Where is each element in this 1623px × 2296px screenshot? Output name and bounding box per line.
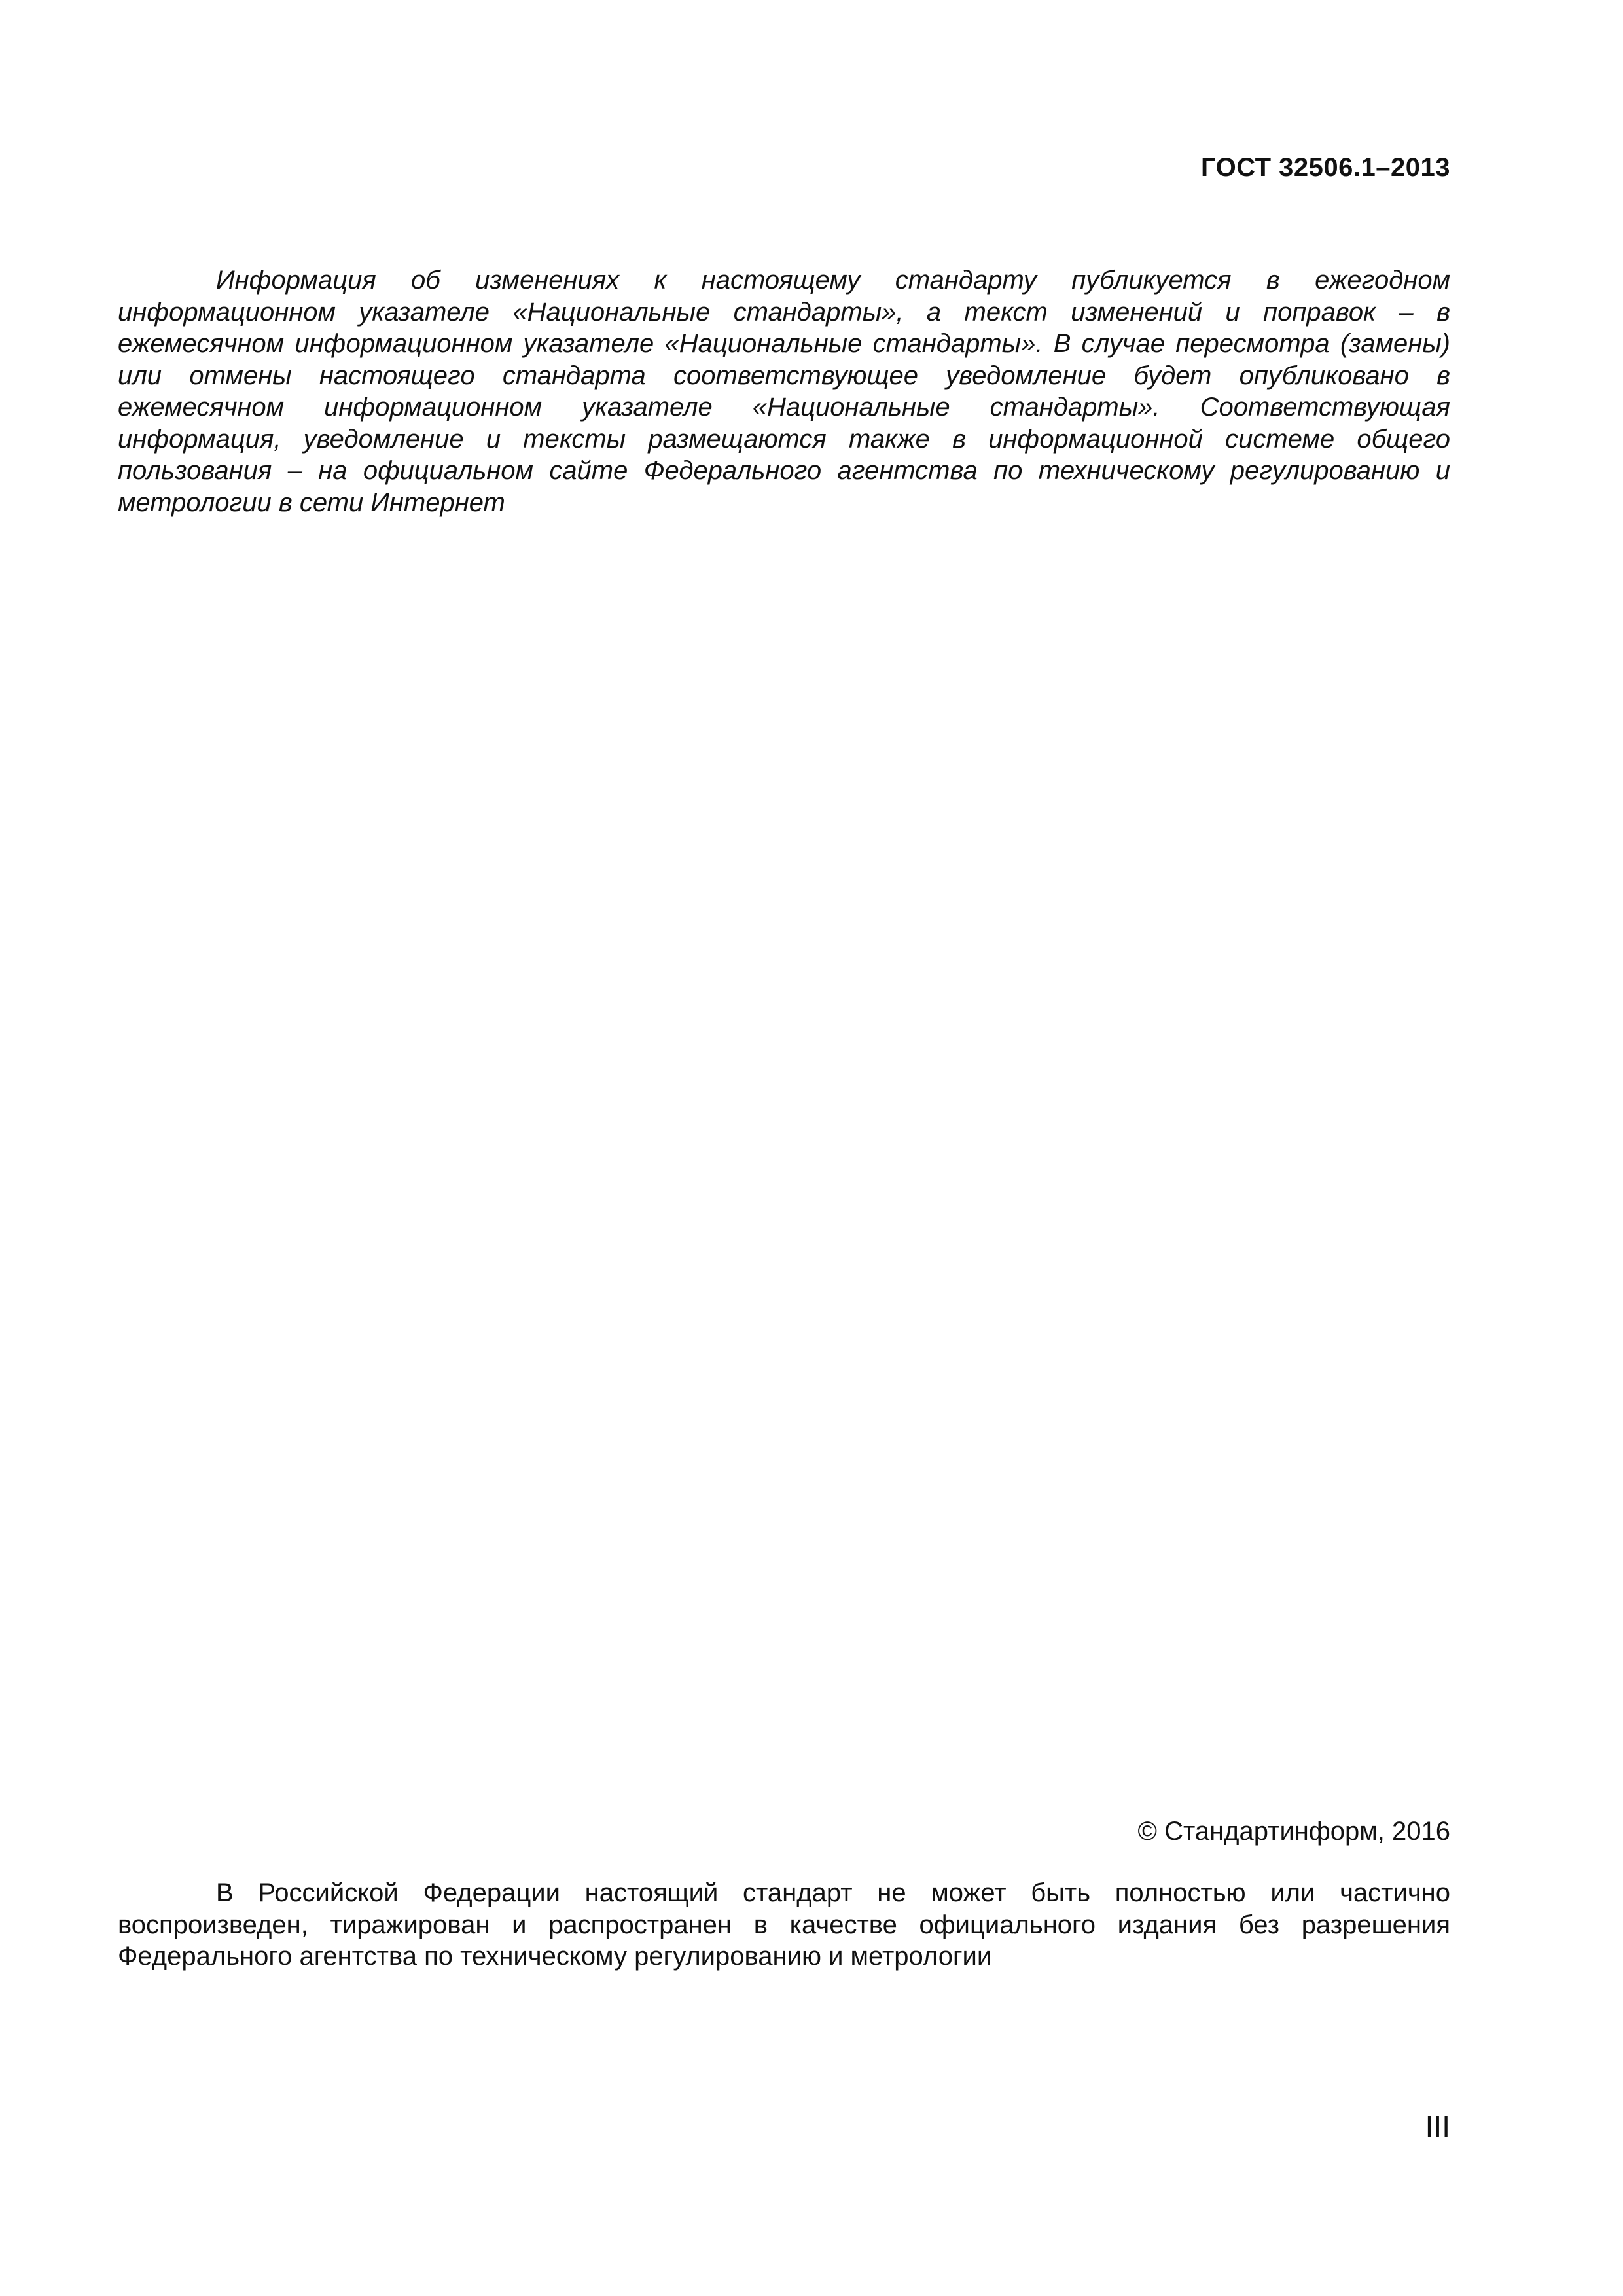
page-number: III — [1425, 2109, 1450, 2144]
copyright-line: © Стандартинформ, 2016 — [1137, 1817, 1450, 1846]
reproduction-rights-paragraph: В Российской Федерации настоящий стандарт не может быть полностью или частично воспроизведен, тиражирован и распространен в качестве официального издания без разрешения Федерального агентства по техническому регулированию и метрологии — [118, 1878, 1450, 1971]
document-code: ГОСТ 32506.1–2013 — [1200, 153, 1450, 182]
amendments-info-paragraph: Информация об изменениях к настоящему стандарту публикуется в ежегодном информационном указателе «Национальные стандарты», а текст изменений и поправок – в ежемесячном информационном указателе «Национальные стандарты». В случае пересмотра (замены) или отмены настоящего стандарта соответствующее уведомление будет опубликовано в ежемесячном информационном указателе «Национальные стандарты». Соответствующая информация, уведомление и тексты размещаются также в информационной системе общего пользования – на официальном сайте Федерального агентства по техническому регулированию и метрологии в сети Интернет — [118, 266, 1450, 517]
